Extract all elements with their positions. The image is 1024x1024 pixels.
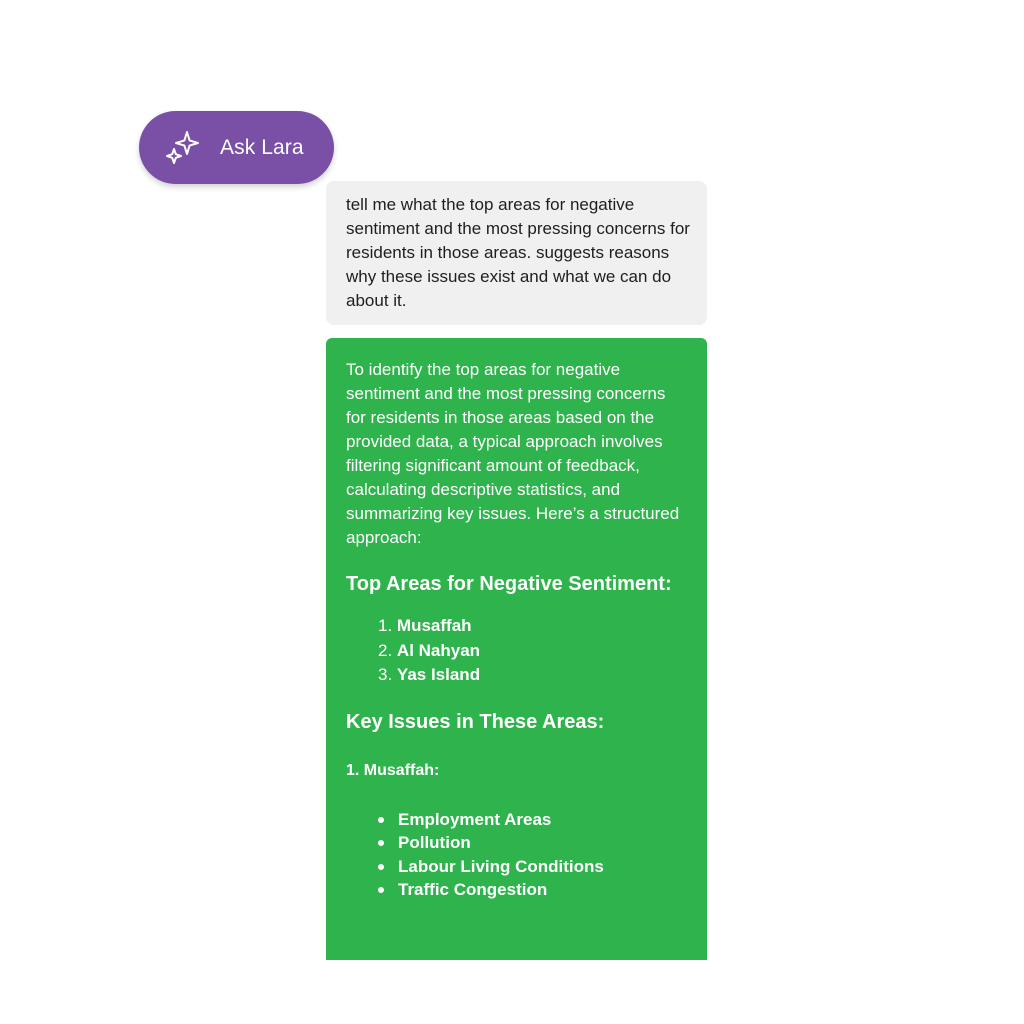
top-areas-list [346,614,689,688]
list-item-name: Al Nahyan [396,640,481,660]
list-item [378,639,689,664]
top-areas-heading: Top Areas for Negative Sentiment: [346,573,672,595]
sparkle-icon [163,128,203,168]
area-1-issues-list [346,808,689,902]
ask-lara-button[interactable] [139,111,334,184]
assistant-response-bubble [326,338,707,960]
key-issues-heading: Key Issues in These Areas: [346,710,605,733]
ask-lara-label: Ask Lara [220,135,304,159]
list-item-name: Musaffah [396,616,472,635]
list-item: Pollution [376,831,689,855]
list-item [378,614,689,639]
list-item-number: 3. [378,665,393,684]
response-intro-text: To identify the top areas for negative sentiment and the most pressing concerns for residents in those areas based on the provided data, a typical approach involves filtering significant amount of feedback, calculating descriptive statistics, and summarizing key issues. Here’s a structured approach: [346,360,680,547]
list-item [378,663,689,688]
area-1-heading: 1. Musaffah: [346,761,440,779]
list-item-number: 2. [378,640,393,660]
user-message-text: tell me what the top areas for negative sentiment and the most pressing concerns for residents in those areas. suggests reasons why these issues exist and what we can do about it. [346,195,690,310]
user-message-bubble [326,181,707,325]
list-item-number: 1. [378,616,393,635]
list-item: Traffic Congestion [376,878,689,902]
list-item: Labour Living Conditions [376,855,689,879]
list-item-name: Yas Island [396,665,481,684]
list-item: Employment Areas [376,808,689,832]
